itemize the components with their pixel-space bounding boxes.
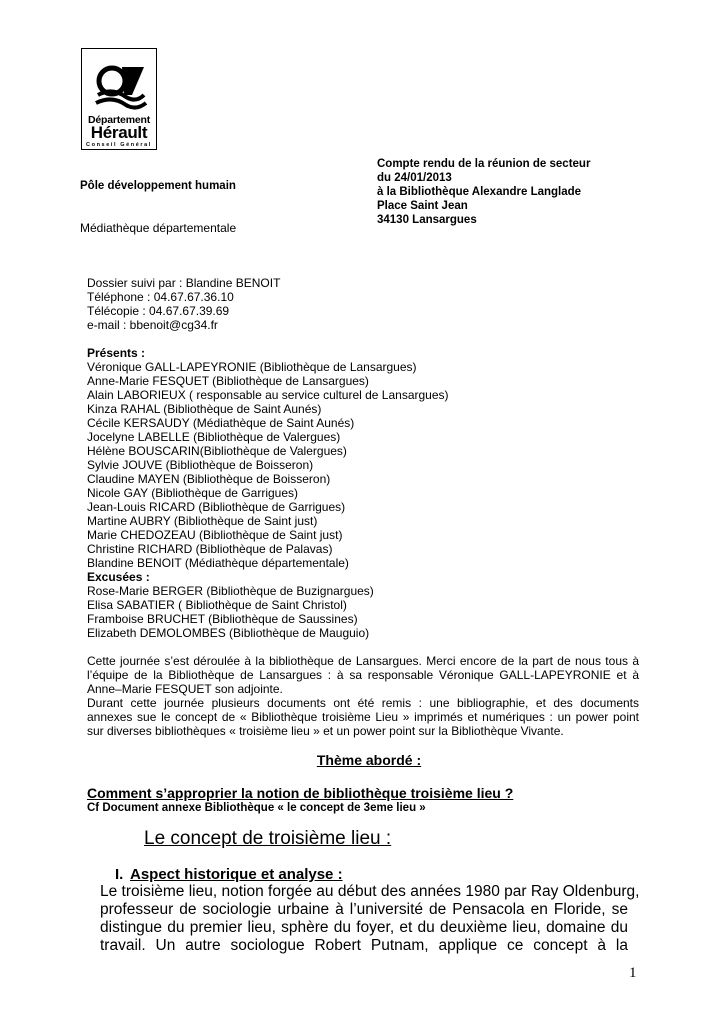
paragraph-line: Cette journée s’est déroulée à la bibliothèque de Lansargues. Merci encore de la part de nous tous à (87, 654, 639, 668)
pole-label: Pôle développement humain (80, 180, 236, 192)
logo-conseil-text: Conseil Général (86, 142, 152, 148)
page-number: 1 (629, 965, 637, 981)
meeting-postcode: 34130 Lansargues (377, 214, 477, 226)
mediatheque-label: Médiathèque départementale (80, 221, 237, 235)
list-item: Marie CHEDOZEAU (Bibliothèque de Saint just) (87, 528, 343, 542)
contact-email: e-mail : bbenoit@cg34.fr (87, 318, 218, 332)
logo-departement-text: Département (88, 114, 150, 126)
body-line: travail. Un autre sociologue Robert Putnam, applique ce concept à la (100, 937, 628, 954)
list-item: Véronique GALL-LAPEYRONIE (Bibliothèque de Lansargues) (87, 360, 417, 374)
body-line: distingue du premier lieu, sphère du foyer, et du deuxième lieu, domaine du (100, 919, 628, 936)
list-item: Elisa SABATIER ( Bibliothèque de Saint Christol) (87, 598, 347, 612)
intro-paragraph (87, 654, 639, 738)
list-item: Jean-Louis RICARD (Bibliothèque de Garrigues) (87, 500, 346, 514)
list-item: Framboise BRUCHET (Bibliothèque de Saussines) (87, 612, 358, 626)
question-heading: Comment s’approprier la notion de bibliothèque troisième lieu ? (87, 785, 514, 801)
contact-fax: Télécopie : 04.67.67.39.69 (87, 304, 230, 318)
contact-block (87, 276, 280, 332)
list-item: Blandine BENOIT (Médiathèque départementale) (87, 556, 349, 570)
list-item: Christine RICHARD (Bibliothèque de Palavas) (87, 542, 333, 556)
theme-heading: Thème abordé : (316, 752, 422, 768)
contact-phone: Téléphone : 04.67.67.36.10 (87, 290, 234, 304)
herault-emblem-icon (92, 65, 148, 111)
list-item: Elizabeth DEMOLOMBES (Bibliothèque de Mauguio) (87, 626, 370, 640)
list-item: Kinza RAHAL (Bibliothèque de Saint Aunés) (87, 402, 322, 416)
list-item: Jocelyne LABELLE (Bibliothèque de Valergues) (87, 430, 341, 444)
list-item: Anne-Marie FESQUET (Bibliothèque de Lansargues) (87, 374, 369, 388)
presents-heading: Présents : (87, 346, 146, 360)
list-item: Martine AUBRY (Bibliothèque de Saint just) (87, 514, 318, 528)
list-item: Claudine MAYEN (Bibliothèque de Boisseron) (87, 472, 331, 486)
section-number: I. (115, 866, 124, 883)
list-item: Hélène BOUSCARIN(Bibliothèque de Valergues) (87, 444, 347, 458)
cf-reference: Cf Document annexe Bibliothèque « le concept de 3eme lieu » (87, 802, 426, 814)
meeting-date: du 24/01/2013 (377, 172, 452, 184)
paragraph-line: Durant cette journée plusieurs documents ont été remis : une bibliographie, et des documents (87, 696, 639, 710)
concept-title: Le concept de troisième lieu : (144, 828, 392, 849)
body-line: professeur de sociologie urbaine à l’université de Pensacola en Floride, se (100, 901, 628, 918)
list-item: Alain LABORIEUX ( responsable au service culturel de Lansargues) (87, 388, 449, 402)
body-paragraph (100, 883, 640, 955)
contact-dossier: Dossier suivi par : Blandine BENOIT (87, 276, 281, 290)
excusees-heading: Excusées : (87, 570, 150, 584)
meeting-title: Compte rendu de la réunion de secteur (377, 158, 591, 170)
meeting-address: Place Saint Jean (377, 200, 468, 212)
logo-herault-text: Hérault (90, 123, 148, 142)
meeting-header (377, 157, 677, 227)
meeting-venue: à la Bibliothèque Alexandre Langlade (377, 186, 582, 198)
attendees-block (87, 346, 647, 640)
section-title: Aspect historique et analyse : (130, 866, 343, 883)
paragraph-line: l’équipe de la Bibliothèque de Lansargues : à sa responsable Véronique GALL-LAPEYRONIE et à (87, 668, 639, 682)
list-item: Cécile KERSAUDY (Médiathèque de Saint Aunés) (87, 416, 355, 430)
body-line: Le troisième lieu, notion forgée au début des années 1980 par Ray Oldenburg, (100, 883, 640, 900)
departement-herault-logo (81, 48, 157, 150)
paragraph-line: Anne–Marie FESQUET son adjointe. (87, 682, 283, 696)
paragraph-line: annexes sue le concept de « Bibliothèque troisième Lieu » imprimés et numériques : un power point (87, 710, 639, 724)
list-item: Sylvie JOUVE (Bibliothèque de Boisseron) (87, 458, 314, 472)
list-item: Rose-Marie BERGER (Bibliothèque de Buzignargues) (87, 584, 374, 598)
paragraph-line: sur diverses bibliothèques « troisième lieu » et un power point sur la Bibliothèque Vivante. (87, 724, 564, 738)
list-item: Nicole GAY (Bibliothèque de Garrigues) (87, 486, 298, 500)
